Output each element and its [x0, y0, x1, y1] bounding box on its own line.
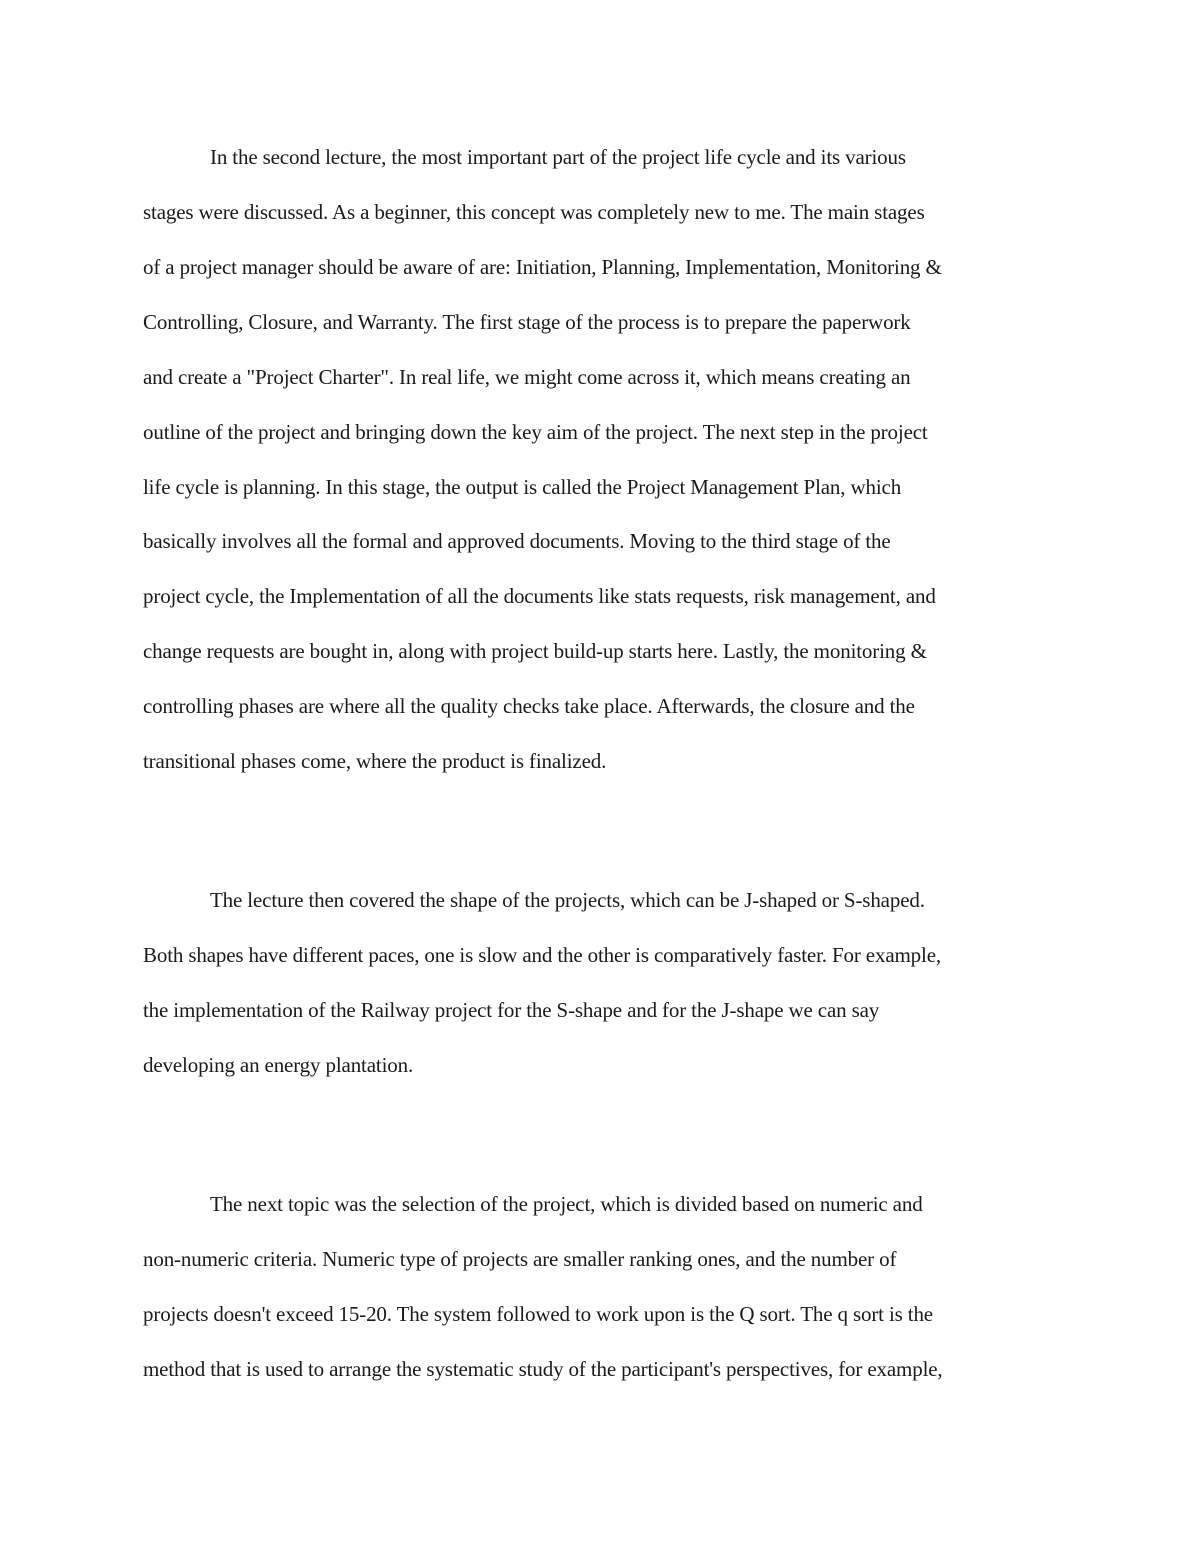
paragraph-1-line-2: stages were discussed. As a beginner, this concept was completely new to me. The main stages: [143, 200, 925, 224]
paragraph-1-line-7: life cycle is planning. In this stage, the output is called the Project Management Plan, which: [143, 475, 902, 499]
paragraph-1-line-4: Controlling, Closure, and Warranty. The first stage of the process is to prepare the paperwork: [143, 310, 911, 334]
paragraph-3-line-4: method that is used to arrange the systematic study of the participant's perspectives, for example,: [143, 1357, 943, 1381]
paragraph-2-line-3: the implementation of the Railway project for the S-shape and for the J-shape we can say: [143, 998, 880, 1022]
paragraph-1-line-1: In the second lecture, the most important part of the project life cycle and its various: [210, 145, 906, 169]
paragraph-1-line-5: and create a "Project Charter". In real life, we might come across it, which means creating an: [143, 365, 911, 389]
paragraph-1-line-8: basically involves all the formal and approved documents. Moving to the third stage of the: [143, 529, 891, 553]
paragraph-2-line-2: Both shapes have different paces, one is slow and the other is comparatively faster. For example,: [143, 943, 941, 967]
paragraph-2-line-4: developing an energy plantation.: [143, 1053, 414, 1077]
paragraph-1-line-3: of a project manager should be aware of are: Initiation, Planning, Implementation, Monitoring &: [143, 255, 942, 279]
paragraph-1-line-11: controlling phases are where all the quality checks take place. Afterwards, the closure and the: [143, 694, 915, 718]
paragraph-1-line-12: transitional phases come, where the product is finalized.: [143, 749, 607, 773]
paragraph-2-line-1: The lecture then covered the shape of the projects, which can be J-shaped or S-shaped.: [210, 888, 925, 912]
paragraph-1-line-9: project cycle, the Implementation of all the documents like stats requests, risk management, and: [143, 584, 936, 608]
paragraph-3-line-2: non-numeric criteria. Numeric type of projects are smaller ranking ones, and the number of: [143, 1247, 897, 1271]
paragraph-1-line-10: change requests are bought in, along with project build-up starts here. Lastly, the monitoring &: [143, 639, 927, 663]
paragraph-3-line-3: projects doesn't exceed 15-20. The system followed to work upon is the Q sort. The q sort is the: [143, 1302, 933, 1326]
paragraph-1-line-6: outline of the project and bringing down the key aim of the project. The next step in the project: [143, 420, 928, 444]
paragraph-3-line-1: The next topic was the selection of the project, which is divided based on numeric and: [210, 1192, 923, 1216]
